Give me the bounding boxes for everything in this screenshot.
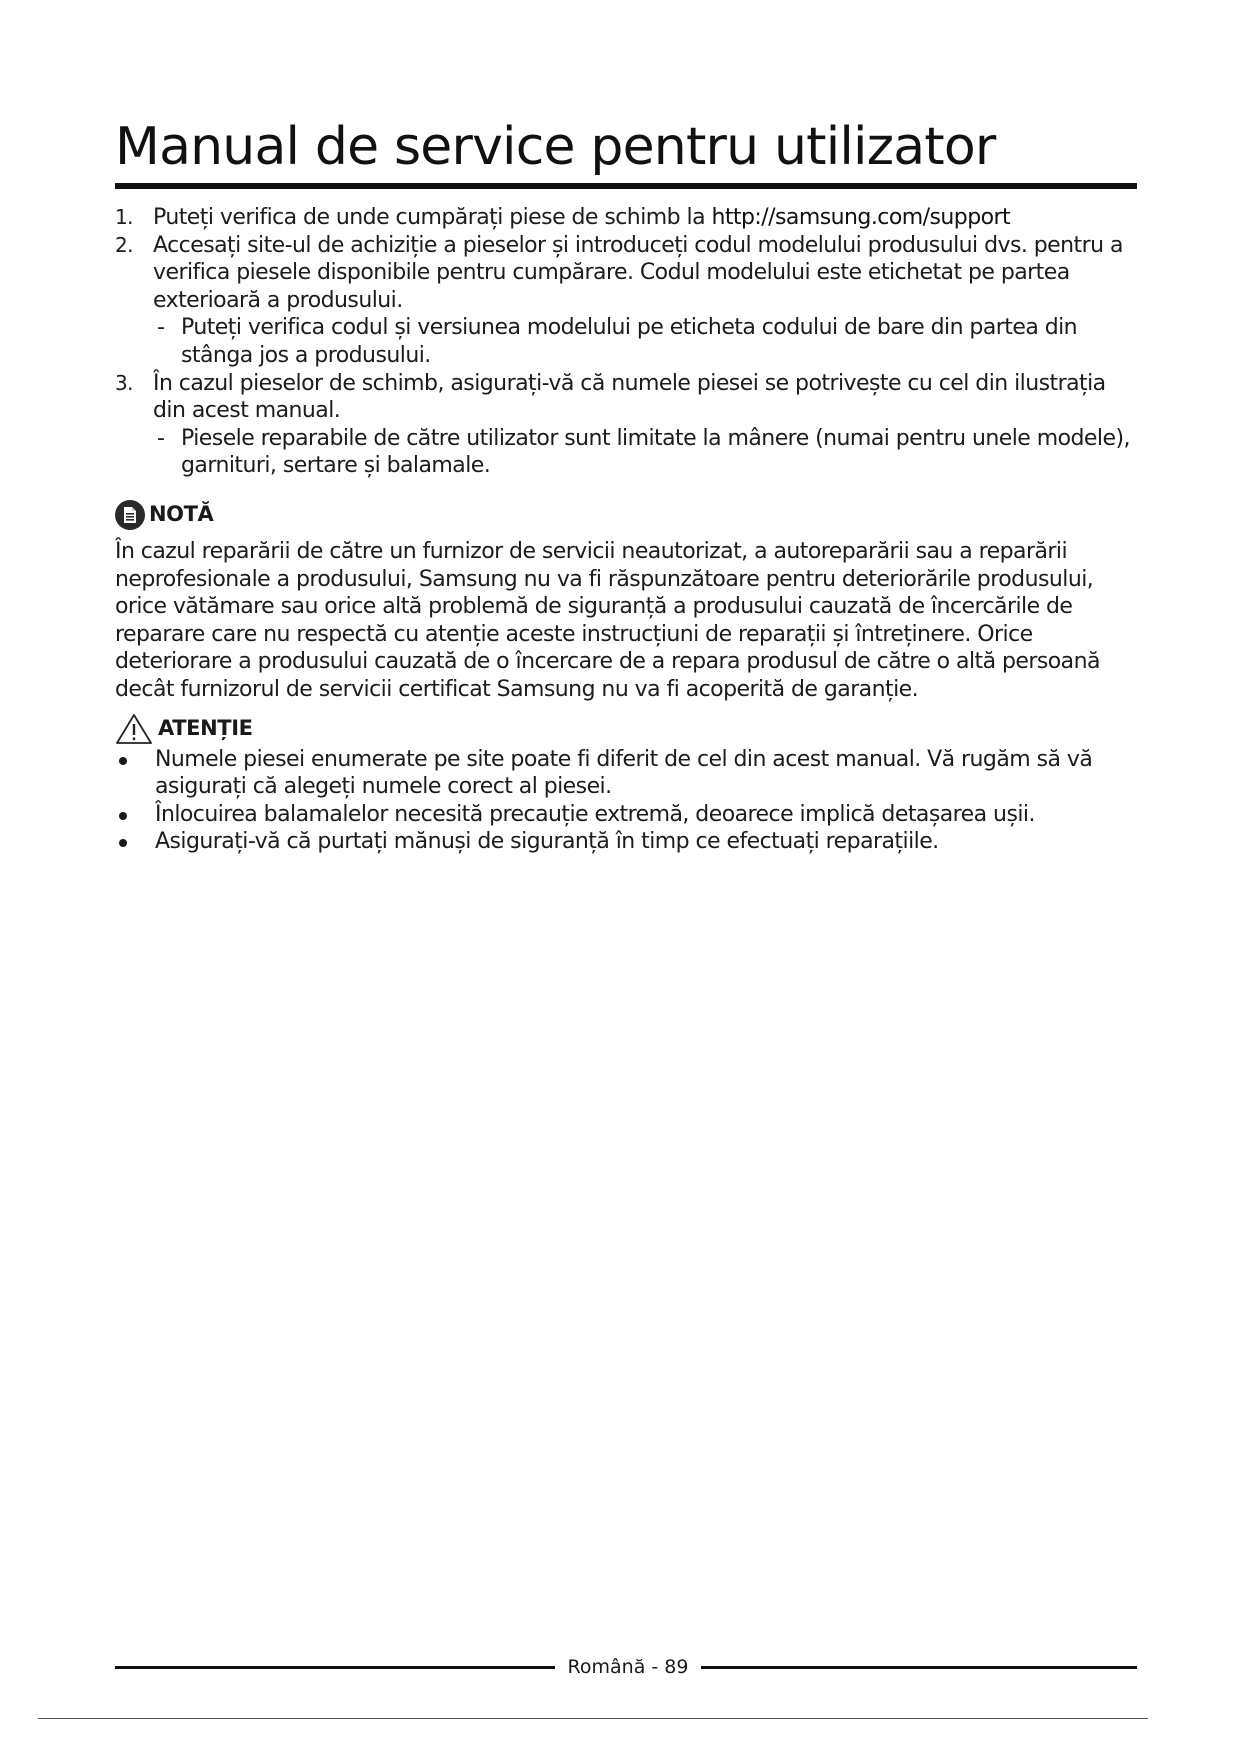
caution-text: Numele piesei enumerate pe site poate fi diferit de cel din acest manual. Vă rugăm să vă asigurați că alegeți numele corect al piesei. — [155, 746, 1093, 800]
footer-rule-right — [701, 1666, 1137, 1669]
bullet-dot — [119, 839, 127, 847]
step-number: 2. — [115, 232, 133, 257]
step-text: Puteți verifica de unde cumpărați piese de schimb la — [153, 205, 712, 230]
step-number: 1. — [115, 205, 133, 229]
step-text: Accesați site-ul de achiziție a pieselor și introduceți codul modelului produsului dvs. pentru a verifica piesele disponibile pentru cumpărare. Codul modelului este etichetat pe partea exterioară a produsului. — [153, 232, 1123, 313]
note-label: NOTĂ — [149, 502, 214, 527]
caution-item — [115, 801, 1140, 829]
note-heading — [115, 498, 1140, 532]
page-footer — [115, 1652, 1137, 1682]
caution-list — [115, 746, 1140, 856]
warning-icon — [115, 713, 153, 745]
bullet-dot — [119, 757, 127, 765]
support-link[interactable]: http://samsung.com/support — [711, 205, 1011, 230]
caution-text: Înlocuirea balamalelor necesită precauție extremă, deoarece implică detașarea ușii. — [155, 801, 1035, 827]
caution-item — [115, 828, 1140, 856]
subnote-text: Puteți verifica codul și versiunea modelului pe eticheta codului de bare din partea din stânga jos a produsului. — [181, 315, 1078, 368]
caution-label: ATENȚIE — [158, 715, 253, 740]
subnote-text: Piesele reparabile de către utilizator sunt limitate la mânere (numai pentru unele modele), garnituri, sertare și balamale. — [181, 425, 1130, 479]
main-content — [115, 204, 1140, 856]
dash-marker: - — [157, 315, 165, 341]
footer-rule-left — [115, 1666, 555, 1669]
note-icon — [115, 500, 145, 530]
title-underline — [115, 183, 1137, 189]
page-number: Română - 89 — [567, 1656, 689, 1678]
dash-marker: - — [157, 425, 165, 451]
bullet-dot — [119, 812, 127, 820]
page-title: Manual de service pentru utilizator — [115, 117, 996, 177]
step-item — [115, 204, 1140, 232]
step-item — [115, 370, 1140, 480]
step-subnote — [153, 425, 1140, 480]
steps-list — [115, 204, 1140, 480]
caution-text: Asigurați-vă că purtați mănuși de siguranță în timp ce efectuați reparațiile. — [155, 829, 939, 855]
step-text: În cazul pieselor de schimb, asigurați-vă că numele piesei se potrivește cu cel din ilustrația din acest manual. — [153, 370, 1106, 424]
step-number: 3. — [115, 370, 133, 395]
caution-item — [115, 746, 1140, 801]
note-text: În cazul reparării de către un furnizor de servicii neautorizat, a autoreparării sau a reparării neprofesionale a produsului, Samsung nu va fi răspunzătoare pentru deteriorările produsului, orice vătămare sau orice altă problemă de siguranță a produsului cauzată de încercările de reparare care nu respectă cu atenție aceste instrucțiuni de reparații și întreținere. Orice deteriorare a produsului cauzată de o încercare de a repara produsul de către o altă persoană decât furnizorul de servicii certificat Samsung nu va fi acoperită de garanție. — [115, 538, 1100, 702]
caution-heading — [115, 712, 1140, 746]
step-subnote — [153, 314, 1140, 369]
step-item — [115, 232, 1140, 370]
bottom-divider — [38, 1718, 1148, 1719]
